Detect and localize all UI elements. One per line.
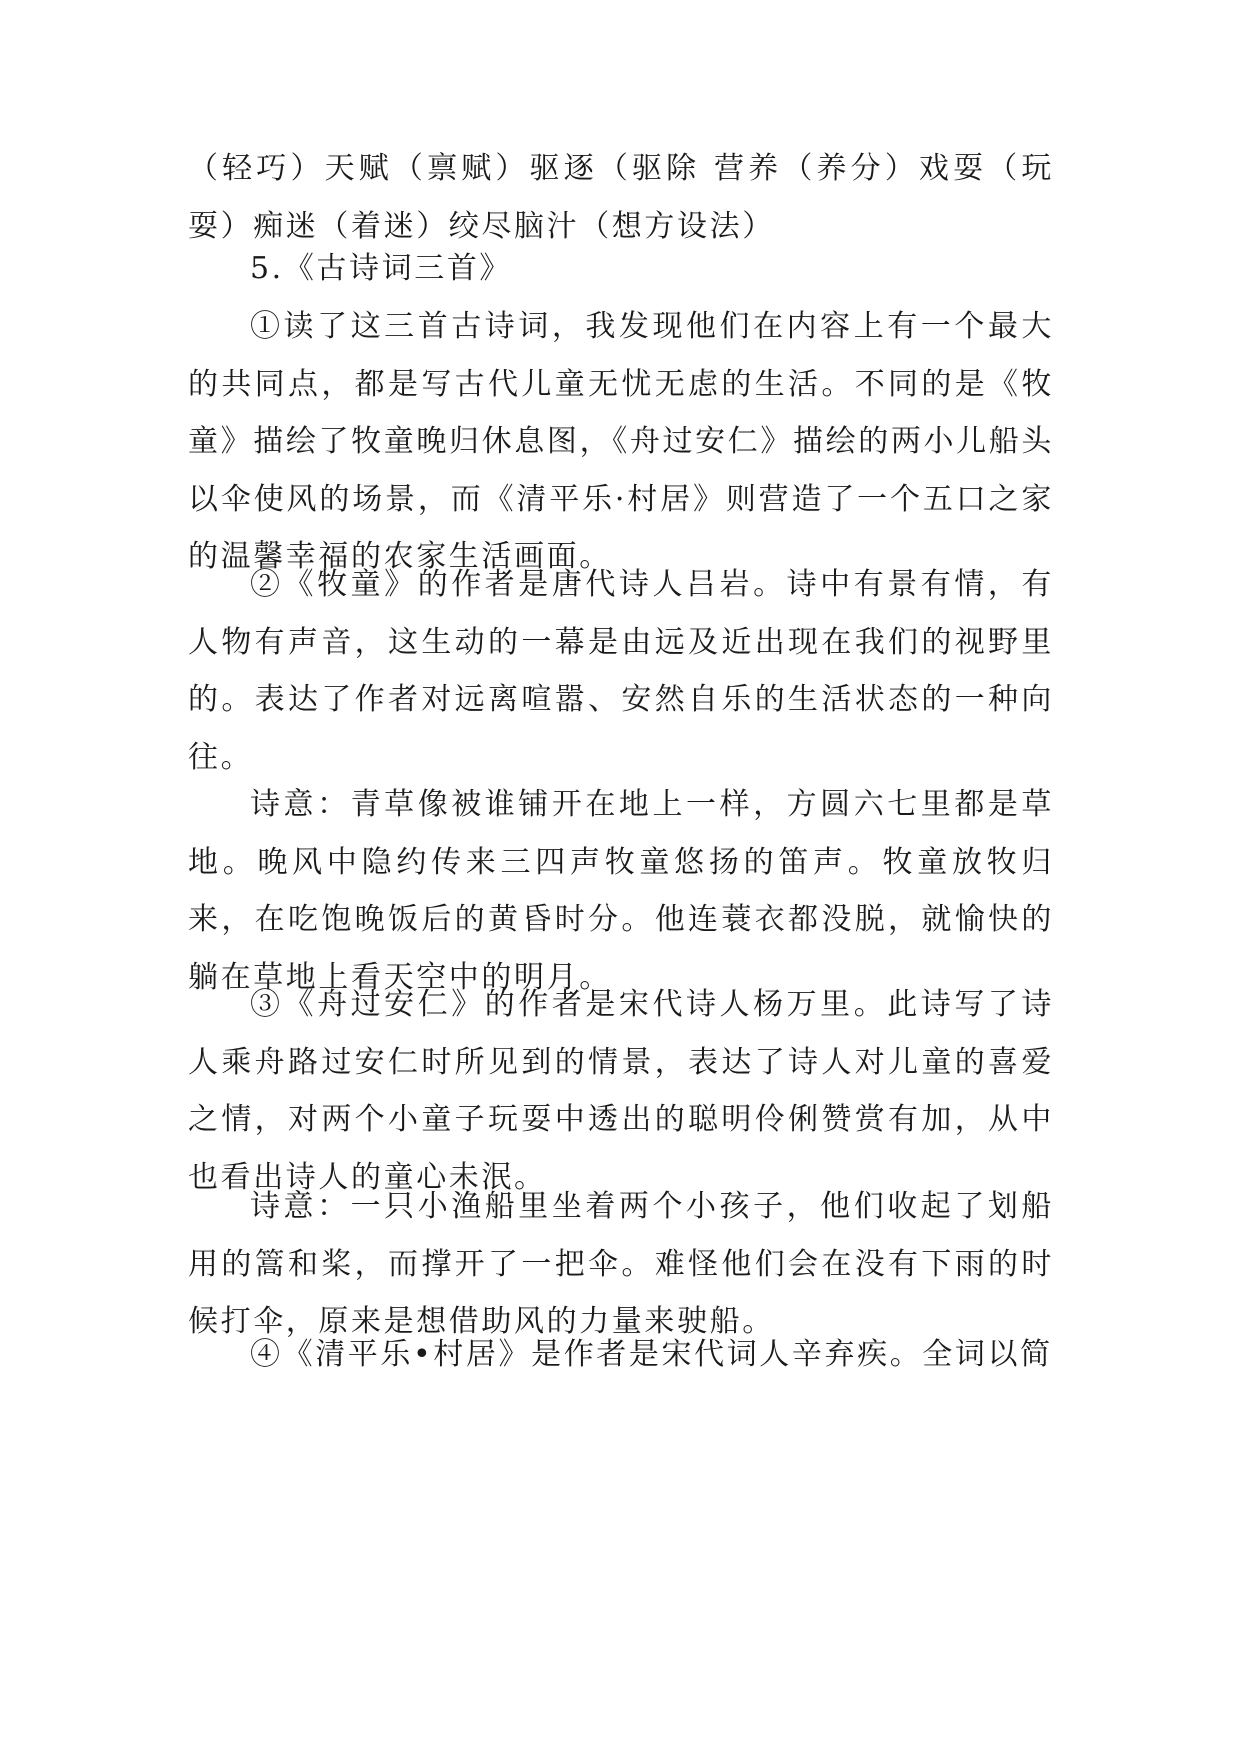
paragraph-qingpingle-intro: ④《清平乐•村居》是作者是宋代词人辛弃疾。全词以简: [250, 1337, 1053, 1372]
paragraph-block-4: [188, 976, 1054, 1206]
section-heading-block: [188, 240, 1054, 298]
paragraph-zhouguo-intro: ③《舟过安仁》的作者是宋代诗人杨万里。此诗写了诗人乘舟路过安仁时所见到的情景，表达了诗人对儿童的喜爱之情，对两个小童子玩耍中透出的聪明伶俐赞赏有加，从中也看出诗人的童心未泯。: [188, 987, 1054, 1195]
paragraph-block-1: [188, 298, 1054, 586]
paragraph-block-5: [188, 1178, 1054, 1351]
paragraph-block-2: [188, 556, 1054, 786]
vocabulary-paragraph: [188, 140, 1054, 255]
paragraph-block-3: [188, 776, 1054, 1006]
section-heading: 5.《古诗词三首》: [250, 251, 513, 286]
paragraph-zhouguo-meaning: 诗意：一只小渔船里坐着两个小孩子，他们收起了划船用的篙和桨，而撑开了一把伞。难怪他们会在没有下雨的时候打伞，原来是想借助风的力量来驶船。: [188, 1189, 1054, 1340]
paragraph-mutong-intro: ②《牧童》的作者是唐代诗人吕岩。诗中有景有情，有人物有声音，这生动的一幕是由远及近出现在我们的视野里的。表达了作者对远离喧嚣、安然自乐的生活状态的一种向往。: [188, 567, 1054, 775]
paragraph-block-6: [188, 1326, 1054, 1384]
paragraph-mutong-meaning: 诗意：青草像被谁铺开在地上一样，方圆六七里都是草地。晚风中隐约传来三四声牧童悠扬的笛声。牧童放牧归来，在吃饱晚饭后的黄昏时分。他连蓑衣都没脱，就愉快的躺在草地上看天空中的明月。: [188, 787, 1054, 995]
paragraph-vocabulary-synonyms: （轻巧）天赋（禀赋）驱逐（驱除 营养（养分）戏耍（玩耍）痴迷（着迷）绞尽脑汁（想方设法）: [188, 151, 1054, 244]
paragraph-overview: ①读了这三首古诗词，我发现他们在内容上有一个最大的共同点，都是写古代儿童无忧无虑的生活。不同的是《牧童》描绘了牧童晚归休息图，《舟过安仁》描绘的两小儿船头以伞使风的场景，而《清平乐·村居》则营造了一个五口之家的温馨幸福的农家生活画面。: [188, 309, 1054, 575]
